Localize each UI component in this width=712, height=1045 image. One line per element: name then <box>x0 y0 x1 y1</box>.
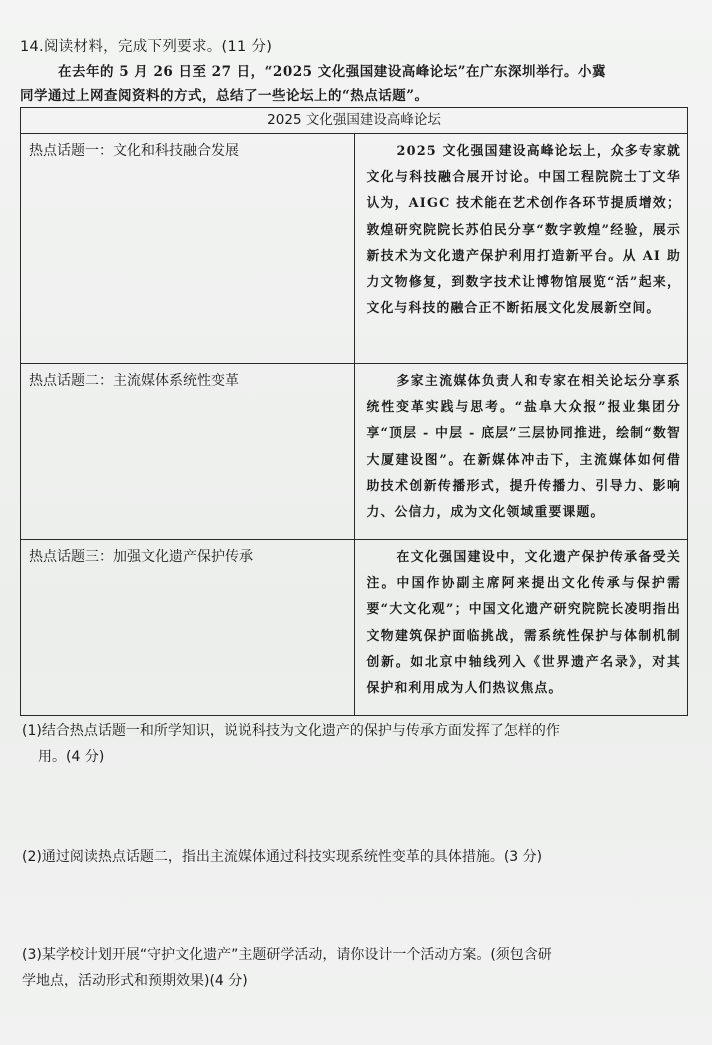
sub-question-3-line-1: (3)某学校计划开展“守护文化遗产”主题研学活动，请你设计一个活动方案。(须包含研 <box>22 947 552 963</box>
topic-cell: 热点话题二：主流媒体系统性变革 <box>21 364 355 540</box>
table-title: 2025 文化强国建设高峰论坛 <box>21 108 688 134</box>
intro-line-1: 在去年的 5 月 26 日至 27 日，“2025 文化强国建设高峰论坛”在广东深圳举行。小冀 <box>58 64 606 80</box>
question-intro <box>20 60 698 108</box>
intro-line-2: 同学通过上网查阅资料的方式，总结了一些论坛上的“热点话题”。 <box>20 88 429 104</box>
forum-topics-table <box>20 107 688 716</box>
question-header: 14.阅读材料，完成下列要求。(11 分) <box>20 39 273 55</box>
detail-cell: 在文化强国建设中，文化遗产保护传承备受关注。中国作协副主席阿来提出文化传承与保护需要“大文化观”；中国文化遗产研究院院长凌明指出文物建筑保护面临挑战，需系统性保护与体制机制创新。如北京中轴线列入《世界遗产名录》，对其保护和利用成为人们热议焦点。 <box>354 540 688 716</box>
sub-question-1-line-1: (1)结合热点话题一和所学知识，说说科技为文化遗产的保护与传承方面发挥了怎样的作 <box>22 723 560 739</box>
topic-cell: 热点话题三：加强文化遗产保护传承 <box>21 540 355 716</box>
topic-cell: 热点话题一：文化和科技融合发展 <box>21 134 355 364</box>
table-row <box>21 134 688 364</box>
sub-question-3-line-2: 学地点，活动形式和预期效果)(4 分) <box>22 973 248 989</box>
detail-cell: 2025 文化强国建设高峰论坛上，众多专家就文化与科技融合展开讨论。中国工程院院士丁文华认为，AIGC 技术能在艺术创作各环节提质增效；敦煌研究院院长苏伯民分享“数字敦煌”经验，展示新技术为文化遗产保护利用打造新平台。从 AI 助力文物修复，到数字技术让博物馆展览“活”起来，文化与科技的融合正不断拓展文化发展新空间。 <box>354 134 688 364</box>
table-row <box>21 364 688 540</box>
sub-question-1-line-2: 用。(4 分) <box>38 749 105 765</box>
sub-question-2 <box>22 844 694 870</box>
sub-question-3 <box>22 942 694 994</box>
detail-cell: 多家主流媒体负责人和专家在相关论坛分享系统性变革实践与思考。“盐阜大众报”报业集团分享“顶层 - 中层 - 底层”三层协同推进，绘制“数智大厦建设图”。在新媒体冲击下，主流媒体如何借助技术创新传播形式，提升传播力、引导力、影响力、公信力，成为文化领域重要课题。 <box>354 364 688 540</box>
sub-question-2-line-1: (2)通过阅读热点话题二，指出主流媒体通过科技实现系统性变革的具体措施。(3 分) <box>22 849 543 865</box>
table-row <box>21 540 688 716</box>
sub-question-1 <box>22 718 694 770</box>
